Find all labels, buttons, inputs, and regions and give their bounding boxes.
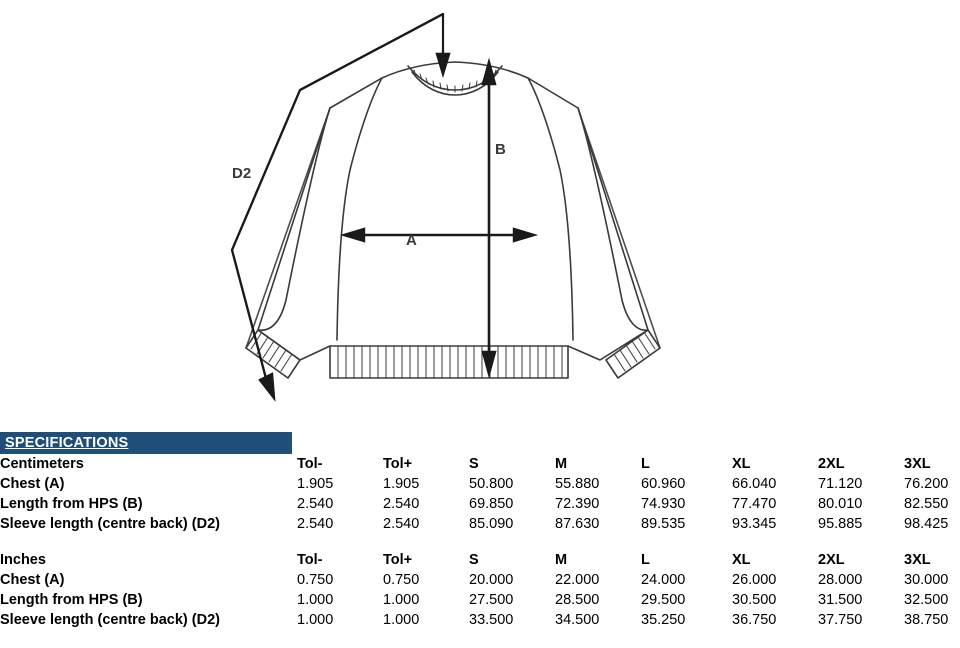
row-label-sleeve-length: Sleeve length (centre back) (D2) xyxy=(0,612,220,628)
column-header-tol-plus: Tol+ xyxy=(383,552,413,568)
cell-value: 50.800 xyxy=(469,476,514,492)
table-row xyxy=(0,590,960,610)
cell-value: 76.200 xyxy=(904,476,949,492)
row-label-length-hps: Length from HPS (B) xyxy=(0,496,143,512)
column-header-xl: XL xyxy=(732,456,751,472)
label-b: B xyxy=(495,141,506,158)
cell-value: 93.345 xyxy=(732,516,777,532)
cell-value: 31.500 xyxy=(818,592,863,608)
table-header-row xyxy=(0,550,960,570)
cell-value: 38.750 xyxy=(904,612,949,628)
label-d2: D2 xyxy=(232,165,252,182)
column-header-l: L xyxy=(641,552,650,568)
specifications-title xyxy=(0,432,292,454)
cell-value: 35.250 xyxy=(641,612,686,628)
table-row xyxy=(0,514,960,534)
column-header-l: L xyxy=(641,456,650,472)
row-label-sleeve-length: Sleeve length (centre back) (D2) xyxy=(0,516,220,532)
row-label-chest: Chest (A) xyxy=(0,572,65,588)
cell-value: 98.425 xyxy=(904,516,949,532)
cell-value: 37.750 xyxy=(818,612,863,628)
cell-value: 32.500 xyxy=(904,592,949,608)
cell-value: 69.850 xyxy=(469,496,514,512)
cell-value: 66.040 xyxy=(732,476,777,492)
cell-value: 22.000 xyxy=(555,572,600,588)
cell-value: 27.500 xyxy=(469,592,514,608)
column-header-3xl: 3XL xyxy=(904,552,931,568)
cell-value: 2.540 xyxy=(383,496,420,512)
table-row xyxy=(0,494,960,514)
metric-spec-table xyxy=(0,454,960,630)
column-header-m: M xyxy=(555,456,568,472)
specifications-section xyxy=(0,432,960,630)
column-header-2xl: 2XL xyxy=(818,456,845,472)
cell-value: 33.500 xyxy=(469,612,514,628)
cell-value: 30.000 xyxy=(904,572,949,588)
column-header-s: S xyxy=(469,456,479,472)
cell-value: 20.000 xyxy=(469,572,514,588)
cell-value: 28.000 xyxy=(818,572,863,588)
cell-value: 82.550 xyxy=(904,496,949,512)
cell-value: 89.535 xyxy=(641,516,686,532)
column-header-tol-plus: Tol+ xyxy=(383,456,413,472)
cell-value: 87.630 xyxy=(555,516,600,532)
label-a: A xyxy=(406,232,417,249)
cell-value: 30.500 xyxy=(732,592,777,608)
cell-value: 0.750 xyxy=(297,572,334,588)
cell-value: 0.750 xyxy=(383,572,420,588)
specifications-title-text: SPECIFICATIONS xyxy=(5,435,129,451)
column-header-xl: XL xyxy=(732,552,751,568)
table-row xyxy=(0,610,960,630)
cell-value: 1.000 xyxy=(383,592,420,608)
cell-value: 1.905 xyxy=(383,476,420,492)
cell-value: 24.000 xyxy=(641,572,686,588)
cell-value: 1.000 xyxy=(383,612,420,628)
cell-value: 85.090 xyxy=(469,516,514,532)
row-label-chest: Chest (A) xyxy=(0,476,65,492)
cell-value: 1.905 xyxy=(297,476,334,492)
cell-value: 60.960 xyxy=(641,476,686,492)
cell-value: 2.540 xyxy=(297,496,334,512)
cell-value: 29.500 xyxy=(641,592,686,608)
cell-value: 2.540 xyxy=(297,516,334,532)
cell-value: 36.750 xyxy=(732,612,777,628)
cell-value: 26.000 xyxy=(732,572,777,588)
cell-value: 72.390 xyxy=(555,496,600,512)
cell-value: 55.880 xyxy=(555,476,600,492)
column-header-2xl: 2XL xyxy=(818,552,845,568)
cell-value: 80.010 xyxy=(818,496,863,512)
column-header-tol-minus: Tol- xyxy=(297,552,323,568)
cell-value: 34.500 xyxy=(555,612,600,628)
cell-value: 1.000 xyxy=(297,592,334,608)
column-header-m: M xyxy=(555,552,568,568)
table-row xyxy=(0,474,960,494)
table-row xyxy=(0,570,960,590)
column-header-tol-minus: Tol- xyxy=(297,456,323,472)
cell-value: 74.930 xyxy=(641,496,686,512)
row-label-length-hps: Length from HPS (B) xyxy=(0,592,143,608)
cell-value: 2.540 xyxy=(383,516,420,532)
column-header-s: S xyxy=(469,552,479,568)
column-header-3xl: 3XL xyxy=(904,456,931,472)
cell-value: 71.120 xyxy=(818,476,863,492)
cell-value: 1.000 xyxy=(297,612,334,628)
cell-value: 28.500 xyxy=(555,592,600,608)
table-spacer xyxy=(0,534,960,550)
cell-value: 95.885 xyxy=(818,516,863,532)
unit-label-inches: Inches xyxy=(0,552,46,568)
cell-value: 77.470 xyxy=(732,496,777,512)
table-header-row xyxy=(0,454,960,474)
unit-label-centimeters: Centimeters xyxy=(0,456,84,472)
